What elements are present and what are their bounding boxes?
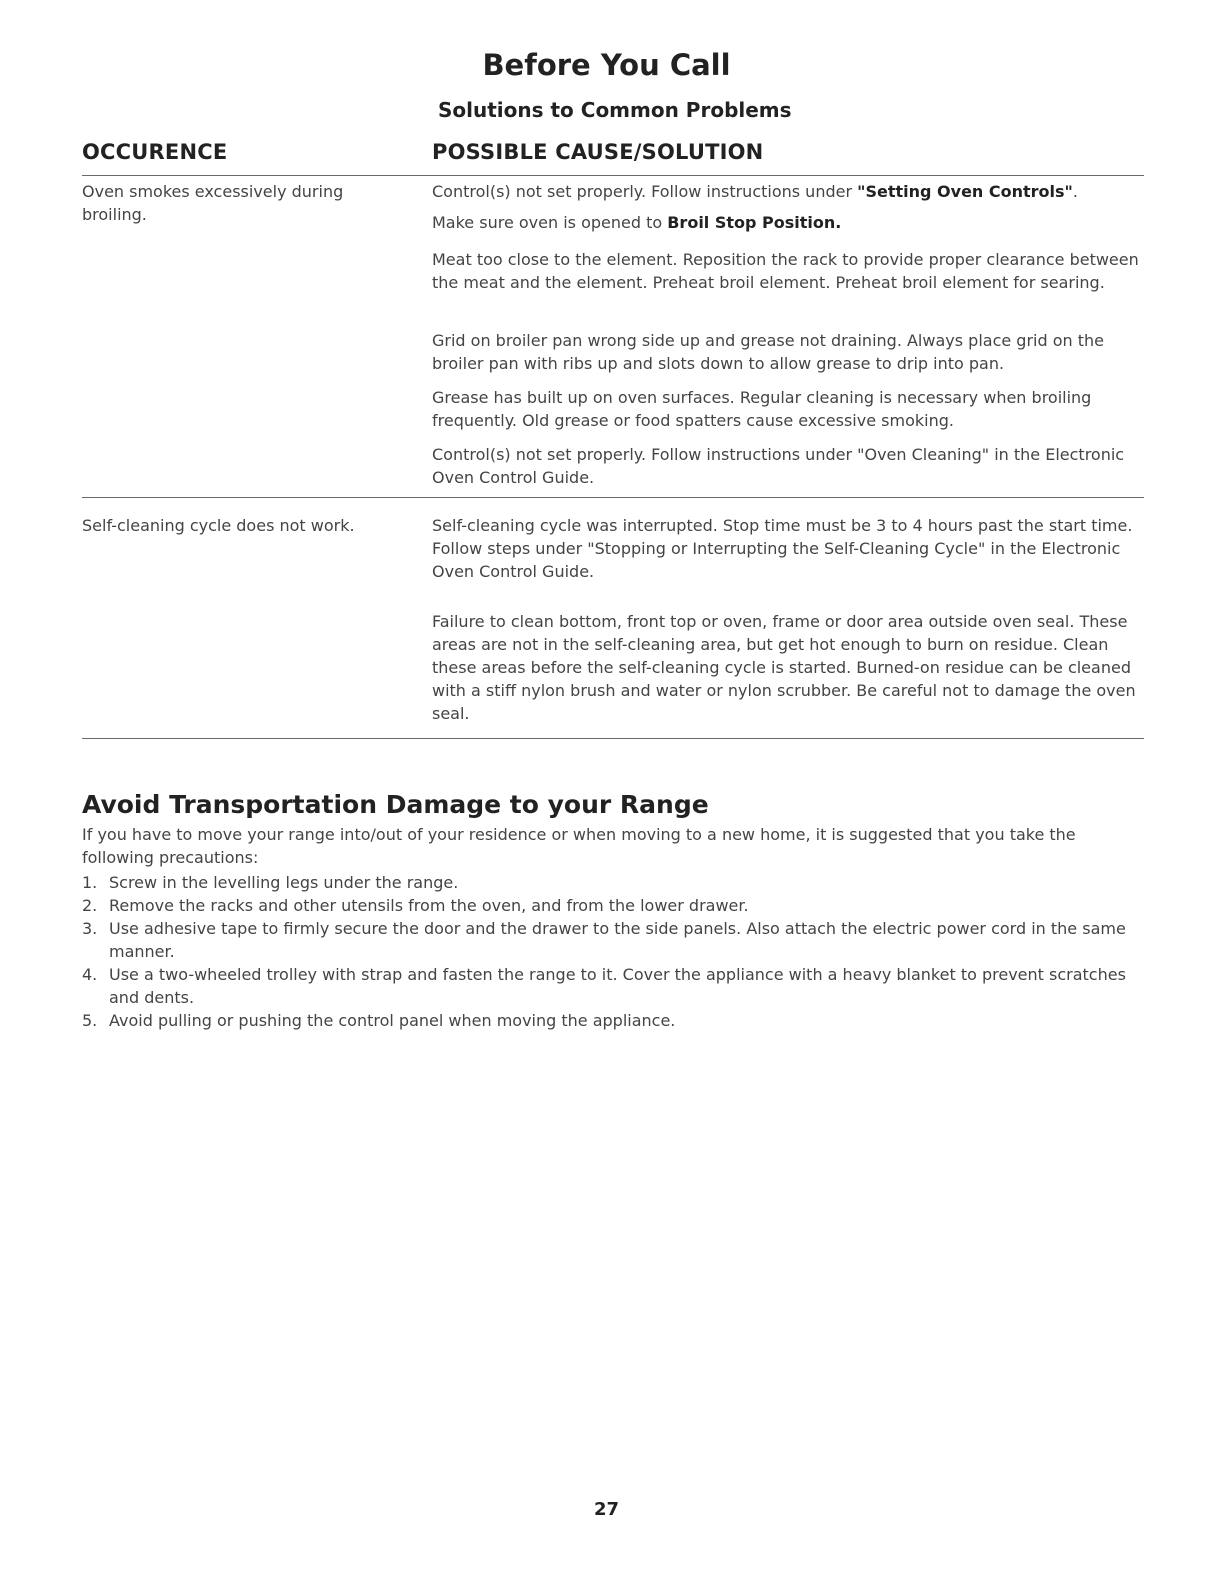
list-item [82, 1009, 1144, 1032]
table-bottom-divider [82, 738, 1144, 739]
occurrence-cell: Self-cleaning cycle does not work. [82, 516, 355, 535]
section-intro: If you have to move your range into/out of your residence or when moving to a new home, it is suggested that you take the following precautions: [82, 825, 1076, 867]
solution-text: . [1072, 182, 1078, 201]
column-header-solution: POSSIBLE CAUSE/SOLUTION [432, 140, 764, 164]
solution-cell: Meat too close to the element. Reposition the rack to provide proper clearance between the meat and the element. Preheat broil element. Preheat broil element for searing. [432, 250, 1139, 292]
solution-cell [432, 180, 1144, 203]
solution-cell: Self-cleaning cycle was interrupted. Stop time must be 3 to 4 hours past the start time. Follow steps under "Stopping or Interrupting the Self-Cleaning Cycle" in the Electronic Oven Control Guide. [432, 516, 1133, 581]
column-header-occurrence: OCCURENCE [82, 140, 228, 164]
page-title: Before You Call [482, 48, 731, 82]
list-item-number: 5. [82, 1011, 98, 1030]
list-item-number: 4. [82, 965, 98, 984]
page-number: 27 [593, 1499, 620, 1520]
solution-cell: Grease has built up on oven surfaces. Regular cleaning is necessary when broiling frequently. Old grease or food spatters cause excessive smoking. [432, 388, 1092, 430]
list-item-text: Use a two-wheeled trolley with strap and fasten the range to it. Cover the appliance with a heavy blanket to prevent scratches and dents. [109, 965, 1126, 1007]
list-item-text: Remove the racks and other utensils from the oven, and from the lower drawer. [109, 896, 749, 915]
solution-text: Control(s) not set properly. Follow instructions under [432, 182, 858, 201]
solution-cell [432, 211, 1144, 234]
solution-cell: Grid on broiler pan wrong side up and grease not draining. Always place grid on the broiler pan with ribs up and slots down to allow grease to drip into pan. [432, 331, 1104, 373]
list-item-text: Use adhesive tape to firmly secure the door and the drawer to the side panels. Also attach the electric power cord in the same manner. [109, 919, 1126, 961]
occurrence-cell: Oven smokes excessively during broiling. [82, 182, 344, 224]
list-item-number: 3. [82, 919, 98, 938]
table-header-divider [82, 175, 1144, 176]
list-item-number: 1. [82, 873, 98, 892]
precautions-list [82, 871, 1144, 1032]
solution-emphasis: "Setting Oven Controls" [857, 182, 1073, 201]
row-divider [82, 497, 1144, 498]
list-item-text: Screw in the levelling legs under the range. [109, 873, 459, 892]
solution-cell: Failure to clean bottom, front top or oven, frame or door area outside oven seal. These areas are not in the self-cleaning area, but get hot enough to burn on residue. Clean these areas before the self-cleaning cycle is started. Burned-on residue can be cleaned with a stiff nylon brush and water or nylon scrubber. Be careful not to damage the oven seal. [432, 612, 1136, 723]
list-item-text: Avoid pulling or pushing the control panel when moving the appliance. [109, 1011, 676, 1030]
list-item [82, 963, 1144, 1009]
solution-emphasis: Broil Stop Position. [667, 213, 842, 232]
list-item-number: 2. [82, 896, 98, 915]
list-item [82, 871, 1144, 894]
page-subtitle: Solutions to Common Problems [438, 98, 792, 122]
solution-cell: Control(s) not set properly. Follow instructions under "Oven Cleaning" in the Electronic Oven Control Guide. [432, 445, 1125, 487]
list-item [82, 894, 1144, 917]
solution-text: Make sure oven is opened to [432, 213, 668, 232]
list-item [82, 917, 1144, 963]
section-title: Avoid Transportation Damage to your Range [82, 790, 709, 819]
